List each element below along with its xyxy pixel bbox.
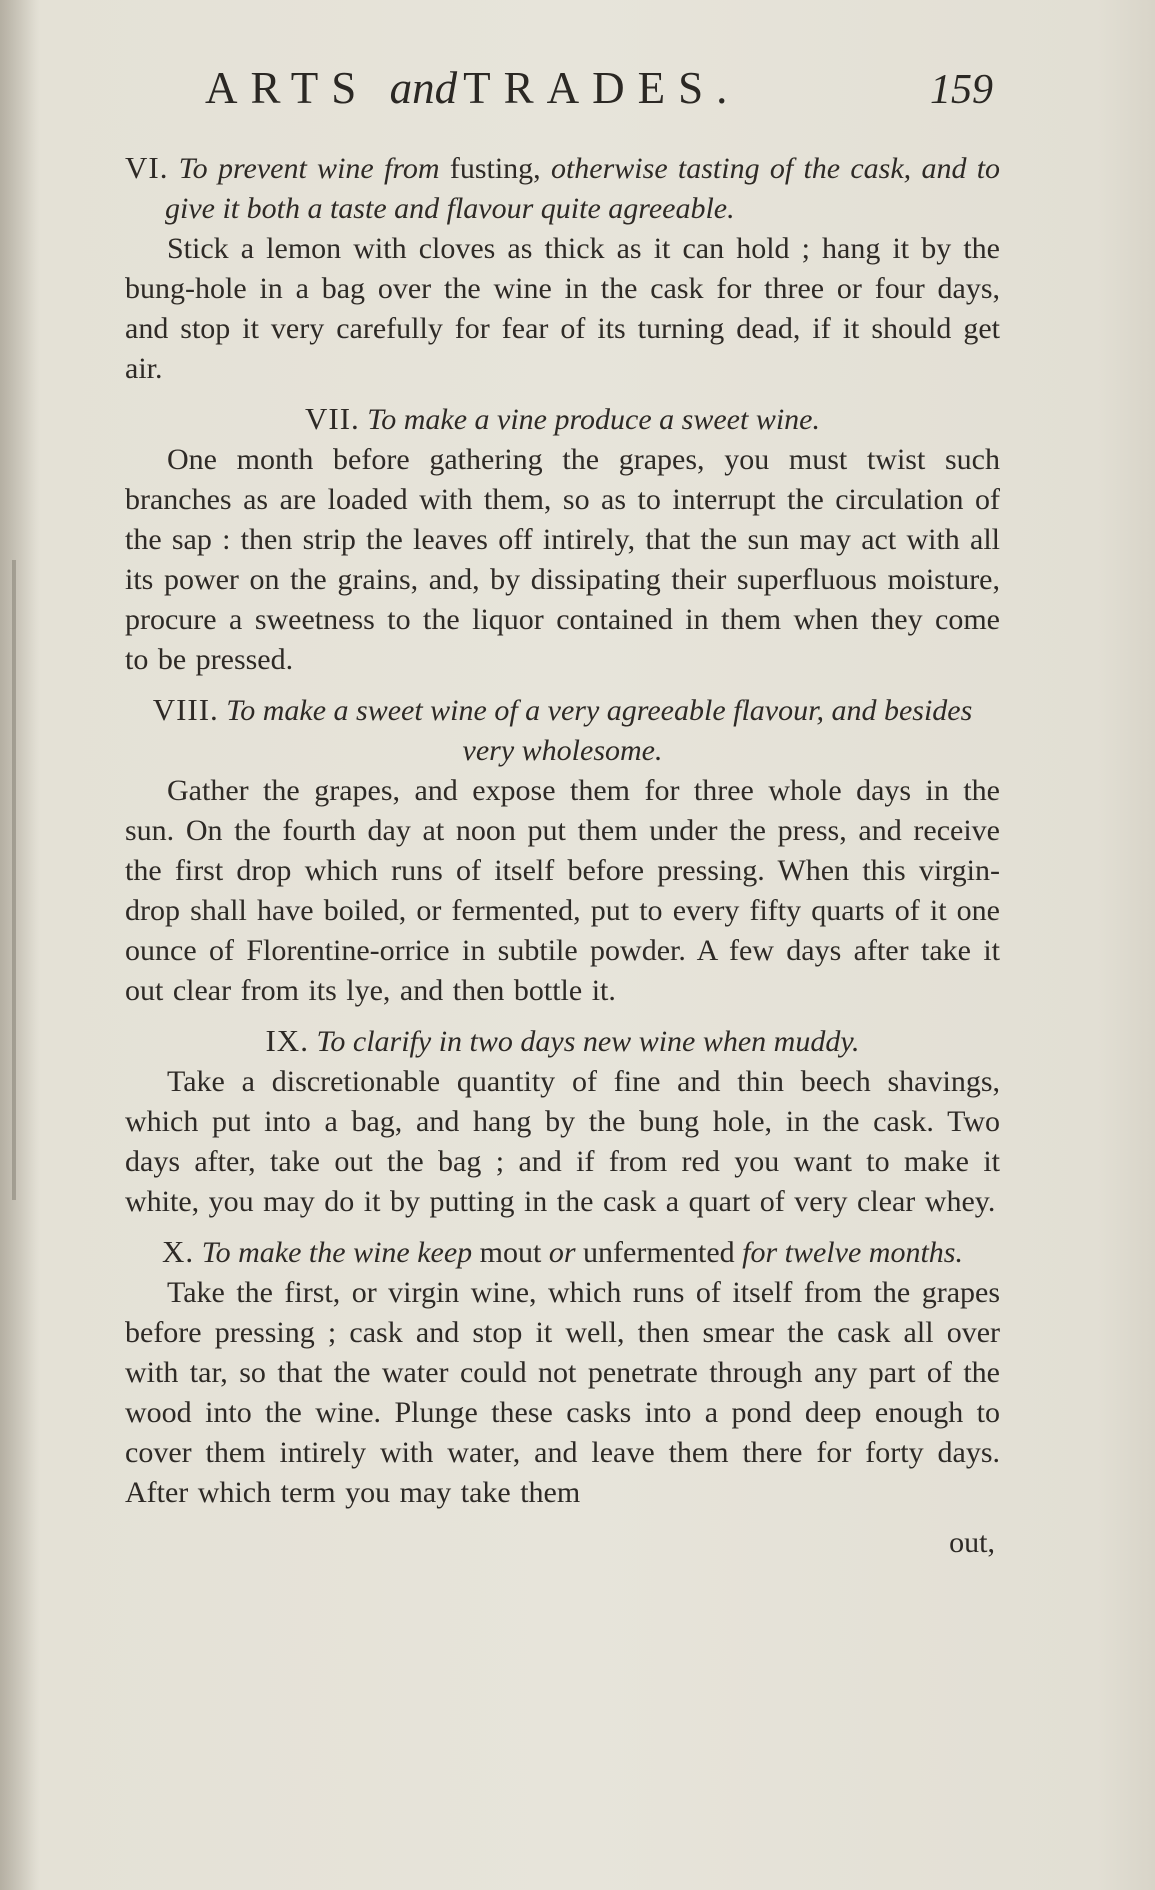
heading-text: To make a vine produce a sweet wine. xyxy=(367,403,820,436)
heading-roman-text-2: unfermented xyxy=(583,1236,735,1269)
section-heading xyxy=(125,1021,1000,1062)
section-body: One month before gathering the grapes, you must twist such branches as are loaded with them, so as to interrupt the circulation of the sap : then strip the leaves off intirely, that the sun may act with all its power on the grains, and, by dissipating their superfluous moisture, procure a sweetness to the liquor contained in them when they come to be pressed. xyxy=(125,443,1000,676)
gutter-shadow xyxy=(0,0,40,1890)
heading-text: To make the wine keep xyxy=(201,1236,473,1269)
section-viii xyxy=(125,690,1000,1011)
section-vi xyxy=(125,148,1000,389)
section-vii xyxy=(125,399,1000,680)
section-ix xyxy=(125,1021,1000,1222)
heading-roman-text: fusting, xyxy=(449,152,541,185)
page-header xyxy=(0,62,1155,122)
heading-rest-text: for twelve months. xyxy=(742,1236,963,1269)
heading-text: To make a sweet wine of a very agreeable flavour, and besides very wholesome. xyxy=(226,694,973,767)
section-number: VII. xyxy=(305,401,360,436)
running-head xyxy=(205,62,740,114)
section-number: VIII. xyxy=(152,692,219,727)
section-number: X. xyxy=(162,1234,195,1269)
section-heading xyxy=(125,399,1000,440)
page-text xyxy=(125,148,1000,1563)
running-head-and: and xyxy=(389,63,458,113)
heading-text: To prevent wine from xyxy=(178,152,440,185)
page-number: 159 xyxy=(930,67,993,113)
section-x xyxy=(125,1232,1000,1513)
section-body: Gather the grapes, and expose them for three whole days in the sun. On the fourth day at noon put them under the press, and receive the first drop which runs of itself before pressing. When this virgin-drop shall have boiled, or fermented, put to every fifty quarts of it one ounce of Florentine-orrice in subtile powder. A few days after take it out clear from its lye, and then bottle it. xyxy=(125,774,1000,1007)
section-number: IX. xyxy=(265,1023,309,1058)
section-number: VI. xyxy=(125,150,169,185)
section-body: Stick a lemon with cloves as thick as it can hold ; hang it by the bung-hole in a bag over the wine in the cask for three or four days, and stop it very carefully for fear of its turning dead, if it should get air. xyxy=(125,232,1000,385)
section-heading xyxy=(125,1232,1000,1273)
heading-text: To clarify in two days new wine when muddy. xyxy=(316,1025,860,1058)
section-heading xyxy=(125,690,1000,771)
section-body: Take a discretionable quantity of fine and thin beech shavings, which put into a bag, and hang by the bung hole, in the cask. Two days after, take out the bag ; and if from red you want to make it white, you may do it by putting in the cask a quart of very clear whey. xyxy=(125,1065,1000,1218)
running-head-left: ARTS xyxy=(205,63,370,113)
catchword: out, xyxy=(949,1526,995,1559)
running-head-right: TRADES. xyxy=(463,63,741,113)
page-edge-mark xyxy=(12,560,16,1200)
heading-mid-text: or xyxy=(548,1236,576,1269)
heading-roman-text: mout xyxy=(479,1236,542,1269)
section-heading xyxy=(125,148,1000,229)
heading-rest-text: otherwise tasting of the cask, and to give it both a taste and flavour quite agreeable. xyxy=(165,152,1001,225)
section-body: Take the first, or virgin wine, which runs of itself from the grapes before pressing ; cask and stop it well, then smear the cask all over with tar, so that the water could not penetrate through any part of the wood into the wine. Plunge these casks into a pond deep enough to cover them intirely with water, and leave them there for forty days. After which term you may take them xyxy=(125,1276,1000,1509)
